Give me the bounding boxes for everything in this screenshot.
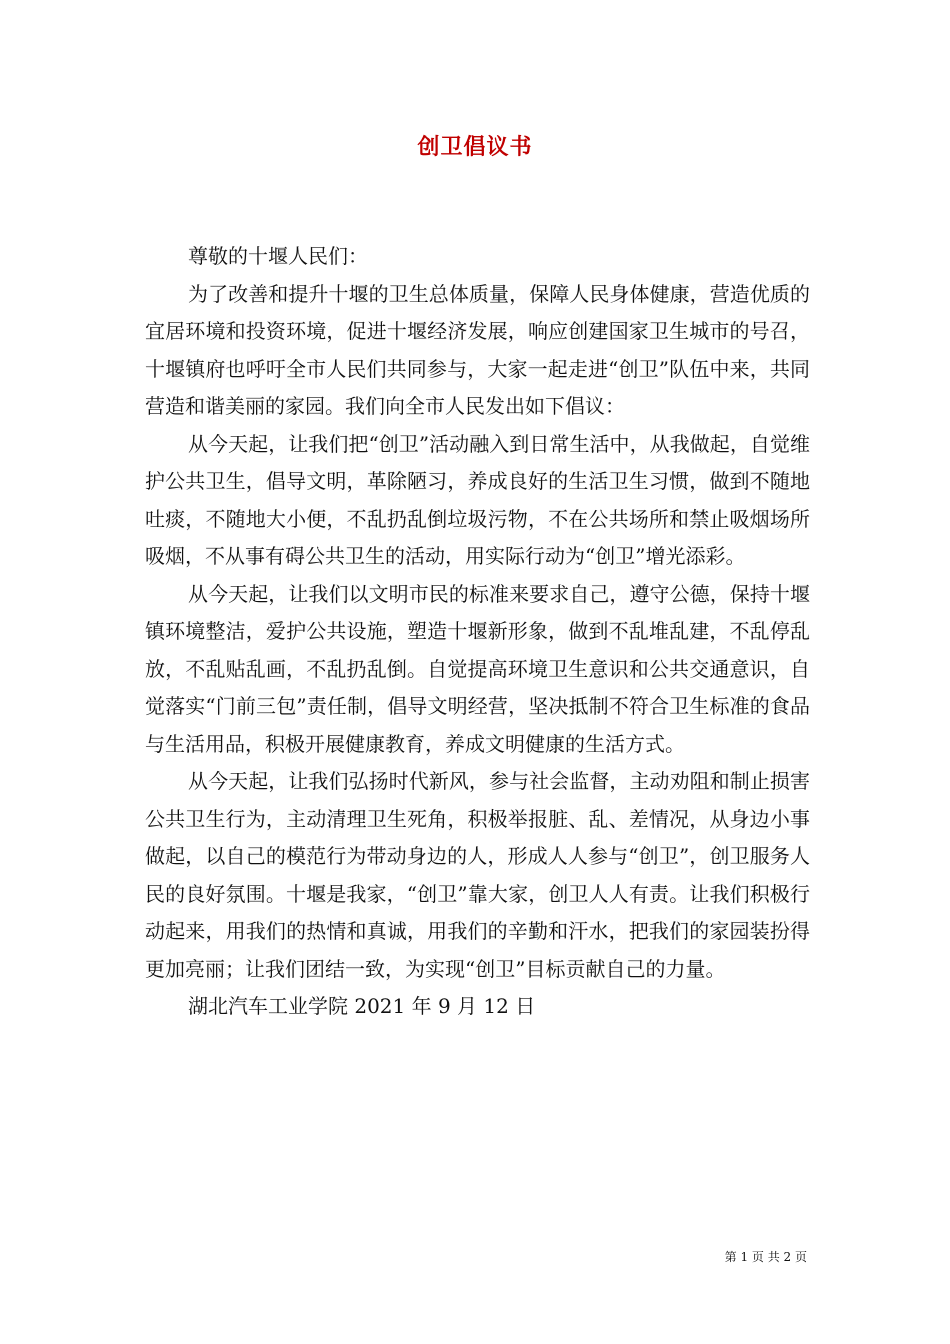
paragraph-social-supervision: 从今天起，让我们弘扬时代新风，参与社会监督，主动劝阻和制止损害公共卫生行为，主动清理卫生死角，积极举报脏、乱、差情况，从身边小事做起，以自己的模范行为带动身边的人，形成人人参与“创卫”，创卫服务人民的良好氛围。十堰是我家，“创卫”靠大家，创卫人人有责。让我们积极行动起来，用我们的热情和真诚，用我们的辛勤和汗水，把我们的家园装扮得更加亮丽；让我们团结一致，为实现“创卫”目标贡献自己的力量。: [145, 769, 810, 981]
signature-line: 湖北汽车工业学院 2021 年 9 月 12 日: [188, 994, 536, 1018]
page-number-footer: 第 1 页 共 2 页: [724, 1250, 807, 1264]
paragraph-daily-life: 从今天起，让我们把“创卫”活动融入到日常生活中，从我做起，自觉维护公共卫生，倡导文明，革除陋习，养成良好的生活卫生习惯，做到不随地吐痰，不随地大小便，不乱扔乱倒垃圾污物，不在公共场所和禁止吸烟场所吸烟，不从事有碍公共卫生的活动，用实际行动为“创卫”增光添彩。: [145, 431, 810, 568]
paragraph-civic-standards: 从今天起，让我们以文明市民的标准来要求自己，遵守公德，保持十堰镇环境整洁，爱护公共设施，塑造十堰新形象，做到不乱堆乱建，不乱停乱放，不乱贴乱画，不乱扔乱倒。自觉提高环境卫生意识和公共交通意识，自觉落实“门前三包”责任制，倡导文明经营，坚决抵制不符合卫生标准的食品与生活用品，积极开展健康教育，养成文明健康的生活方式。: [145, 581, 810, 756]
paragraph-intro: 为了改善和提升十堰的卫生总体质量，保障人民身体健康，营造优质的宜居环境和投资环境，促进十堰经济发展，响应创建国家卫生城市的号召，十堰镇府也呼吁全市人民们共同参与，大家一起走进“创卫”队伍中来，共同营造和谐美丽的家园。我们向全市人民发出如下倡议：: [145, 281, 810, 418]
document-body: [145, 238, 810, 1026]
salutation: 尊敬的十堰人民们：: [188, 244, 368, 268]
document-title: 创卫倡议书: [417, 134, 533, 160]
